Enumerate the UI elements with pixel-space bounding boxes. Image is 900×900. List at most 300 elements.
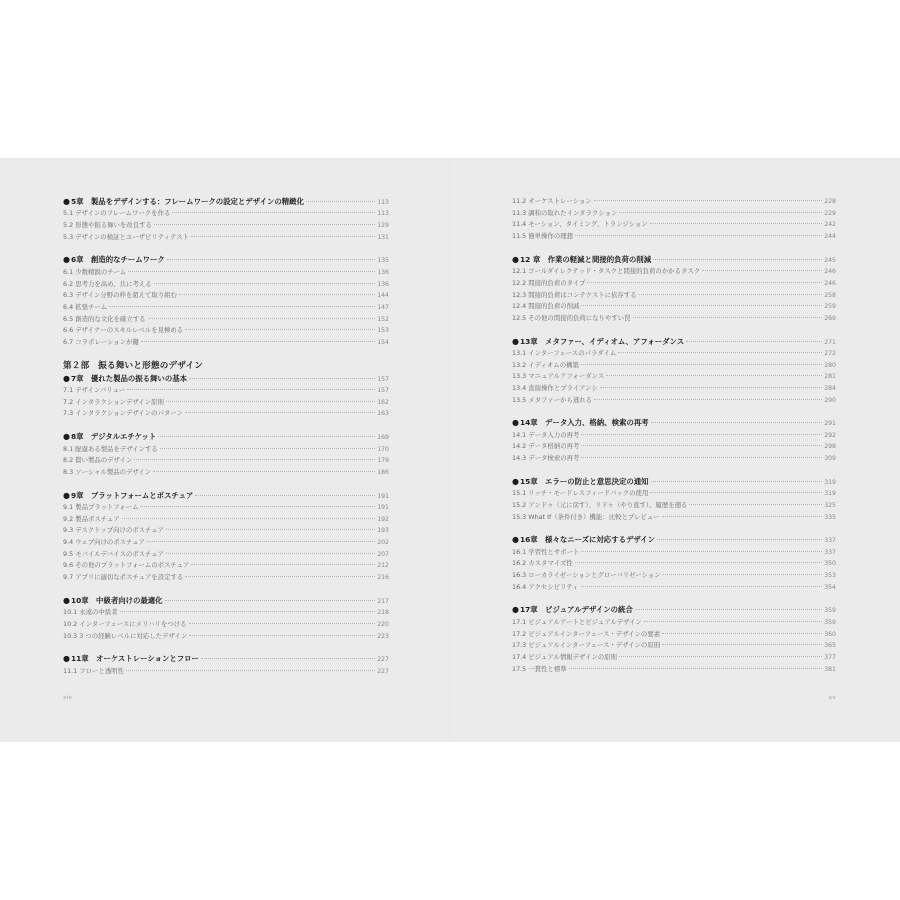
chapter-bullet-icon: ● (512, 336, 519, 346)
page-number: 152 (377, 315, 389, 323)
toc-chapter-block (512, 417, 836, 464)
toc-section-entry (512, 441, 836, 453)
dot-leader (166, 401, 375, 402)
toc-section-entry (512, 290, 836, 302)
toc-chapter-entry (63, 373, 389, 385)
chapter-title: 7章 優れた製品の振る舞いの基本 (70, 373, 187, 383)
toc-column-left (63, 196, 389, 688)
dot-leader (154, 224, 375, 225)
section-title: 7.3 インタラクションデザインのパターン (63, 409, 183, 418)
dot-leader (662, 516, 823, 517)
dot-leader (166, 529, 375, 530)
toc-section-entry (63, 267, 389, 279)
dot-leader (148, 318, 376, 319)
page-number: 202 (377, 539, 389, 547)
page-number: 259 (824, 303, 836, 311)
chapter-bullet-icon: ● (512, 418, 519, 428)
toc-section-entry (63, 302, 389, 314)
dot-leader (306, 201, 375, 202)
chapter-bullet-icon: ● (63, 373, 70, 383)
page-number: 245 (824, 256, 836, 264)
page-number: 359 (824, 607, 836, 615)
page-number: 292 (824, 431, 836, 439)
page-number: 191 (377, 503, 389, 511)
dot-leader (662, 633, 822, 634)
dot-leader (581, 457, 822, 458)
chapter-bullet-icon: ● (63, 654, 70, 664)
page-number: 271 (824, 338, 836, 346)
section-title: 7.1 デザインバリュー (63, 386, 126, 395)
section-title: 9.3 デスクトップ向けのポスチュア (63, 526, 164, 535)
toc-section-entry (63, 397, 389, 409)
chapter-bullet-icon: ● (512, 535, 519, 545)
toc-chapter-entry (512, 604, 836, 616)
dot-leader (702, 270, 822, 271)
page-number: 153 (377, 327, 389, 335)
page-number: 319 (824, 478, 836, 486)
toc-section-entry (63, 279, 389, 291)
dot-leader (651, 422, 823, 423)
toc-section-entry (63, 290, 389, 302)
toc-section-entry (512, 208, 836, 220)
toc-section-entry (63, 444, 389, 456)
toc-section-entry (512, 512, 836, 524)
page-number: 135 (377, 257, 389, 265)
dot-leader (191, 564, 375, 565)
chapter-title: 5章 製品をデザインする：フレームワークの設定とデザインの精緻化 (70, 197, 304, 206)
toc-chapter-entry (63, 196, 389, 208)
page-number: 191 (377, 492, 389, 500)
dot-leader (581, 364, 822, 365)
section-title: 16.2 カスタマイズ性 (512, 559, 573, 568)
section-title: 11.2 オーケストレーション (512, 197, 592, 205)
dot-leader (587, 282, 822, 283)
section-title: 10.1 永遠の中級者 (63, 608, 118, 617)
toc-section-entry (512, 547, 836, 559)
toc-chapter-block (512, 254, 836, 325)
dot-leader (154, 283, 376, 284)
toc-section-entry (512, 360, 836, 372)
section-title: 8.1 配慮ある製品をデザインする (63, 444, 158, 453)
toc-section-entry (512, 383, 836, 395)
page-number: 309 (824, 455, 836, 463)
page-number: 360 (824, 630, 836, 638)
toc-section-entry (512, 617, 836, 629)
toc-section-entry (512, 629, 836, 641)
dot-leader (662, 644, 822, 645)
page-number: 218 (377, 609, 389, 617)
chapter-title: 13章 メタファー、イディオム、アフォーダンス (519, 336, 685, 346)
page-number: 354 (824, 583, 836, 591)
page-number: 242 (824, 221, 836, 229)
page-number: 186 (377, 468, 389, 476)
page-number: 227 (377, 656, 389, 664)
dot-leader (686, 341, 822, 342)
toc-section-entry (63, 325, 389, 337)
section-title: 17.4 ビジュアル情報デザインの原則 (512, 652, 617, 661)
page-number: 157 (377, 387, 389, 395)
page-number: 220 (377, 620, 389, 628)
page-number: 337 (824, 537, 836, 545)
page-number: 269 (824, 314, 836, 322)
section-title: 10.3 3 つの経験レベルに対応したデザイン (63, 631, 188, 640)
page-number: 113 (377, 210, 389, 218)
page-number: 129 (377, 222, 389, 230)
dot-leader (126, 670, 375, 671)
section-title: 12.4 間接的負荷の削減 (512, 302, 580, 311)
chapter-title: 15章 エラーの防止と意思決定の通知 (519, 476, 649, 486)
toc-chapter-block (512, 336, 836, 407)
toc-section-entry (63, 631, 389, 643)
toc-section-entry (512, 313, 836, 325)
toc-section-entry (63, 314, 389, 326)
page-number: 229 (824, 209, 836, 217)
page-number: 154 (377, 338, 389, 346)
dot-leader (189, 623, 376, 624)
page-folio-left: xiv (63, 695, 73, 701)
section-title: 6.4 拡張チーム (63, 302, 108, 311)
chapter-bullet-icon: ● (512, 605, 519, 615)
chapter-title: 11章 オーケストレーションとフロー (70, 654, 199, 664)
section-title: 12.5 その他の間接的負荷になりやすい罠 (512, 313, 631, 322)
page-number: 144 (377, 292, 389, 300)
page-number: 272 (824, 349, 836, 357)
section-title: 14.2 データ格納の再考 (512, 442, 580, 451)
dot-leader (619, 656, 822, 657)
dot-leader (689, 504, 822, 505)
page-number: 353 (824, 572, 836, 580)
toc-chapter-block (63, 653, 389, 677)
section-title: 12.2 間接的負荷のタイプ (512, 278, 586, 287)
toc-section-entry (63, 232, 389, 244)
part-title: 第２部 振る舞いと形態のデザイン (63, 360, 204, 371)
toc-chapter-entry (63, 653, 389, 665)
section-title: 15.1 リッチ・モードレスフィードバックの使用 (512, 489, 649, 498)
dot-leader (618, 352, 822, 353)
page-number: 337 (824, 548, 836, 556)
dot-leader (581, 586, 823, 587)
toc-section-entry (512, 570, 836, 582)
toc-section-entry (512, 278, 836, 290)
page-number: 335 (824, 513, 836, 521)
toc-section-entry (512, 453, 836, 465)
dot-leader (120, 611, 376, 612)
dot-leader (172, 212, 375, 213)
page-number: 113 (377, 199, 389, 206)
dot-leader (127, 389, 375, 390)
toc-section-entry (63, 208, 389, 220)
page-number: 162 (377, 398, 389, 406)
page-number: 136 (377, 268, 389, 276)
toc-section-entry (512, 500, 836, 512)
dot-leader (650, 492, 822, 493)
chapter-bullet-icon: ● (63, 490, 70, 500)
dot-leader (147, 541, 375, 542)
toc-section-entry (512, 664, 836, 676)
section-title: 9.7 アプリに適切なポスチュアを設定する (63, 573, 184, 582)
toc-section-entry (63, 408, 389, 420)
page-number: 217 (377, 597, 389, 605)
toc-section-entry (63, 220, 389, 232)
page-number: 284 (824, 385, 836, 393)
toc-section-entry (63, 607, 389, 619)
page-number: 157 (377, 375, 389, 383)
toc-chapter-block (512, 476, 836, 523)
section-title: 12.1 ゴールダイレクテッド・タスクと間接的負荷のかかるタスク (512, 267, 701, 276)
section-title: 9.5 モバイルデバイスのポスチュア (63, 549, 164, 558)
dot-leader (651, 481, 823, 482)
page-number: 381 (824, 665, 836, 673)
book-gutter (449, 158, 451, 742)
section-title: 6.6 デザイナーのスキルレベルを見極める (63, 326, 184, 335)
dot-leader (189, 378, 375, 379)
chapter-bullet-icon: ● (63, 432, 70, 442)
page-number: 169 (377, 434, 389, 442)
page-number: 131 (377, 233, 389, 241)
book-spread (0, 158, 900, 742)
section-title: 7.2 インタラクションデザイン原則 (63, 397, 164, 406)
page-number: 192 (377, 515, 389, 523)
toc-column-right (512, 196, 836, 686)
section-title: 9.2 製品ポスチュア (63, 514, 120, 523)
page-number: 365 (824, 642, 836, 650)
dot-leader (569, 668, 823, 669)
section-title: 6.5 創造的な文化を確立する (63, 314, 146, 323)
dot-leader (185, 412, 375, 413)
toc-section-entry (512, 430, 836, 442)
section-title: 11.3 調和の取れたインタラクション (512, 208, 618, 217)
page-number: 359 (824, 618, 836, 626)
dot-leader (594, 399, 822, 400)
section-title: 11.5 簡単操作の理想 (512, 232, 573, 241)
page-number: 193 (377, 527, 389, 535)
toc-section-entry (512, 640, 836, 652)
dot-leader (134, 459, 375, 460)
section-title: 14.1 データ入力の再考 (512, 430, 580, 439)
section-title: 6.3 デザイン分野の枠を超えて取り組む (63, 291, 177, 300)
toc-chapter-block (512, 604, 836, 675)
toc-section-entry (63, 560, 389, 572)
toc-chapter-block (63, 254, 389, 348)
chapter-bullet-icon: ● (63, 255, 70, 265)
section-title: 9.4 ウェブ向けのポスチュア (63, 538, 145, 547)
page-number: 290 (824, 396, 836, 404)
page-number: 216 (377, 574, 389, 582)
dot-leader (160, 448, 375, 449)
page-number: 212 (377, 562, 389, 570)
toc-section-entry (512, 196, 836, 208)
chapter-bullet-icon: ● (512, 476, 519, 486)
dot-leader (109, 306, 375, 307)
toc-chapter-entry (63, 431, 389, 443)
dot-leader (653, 259, 822, 260)
toc-section-entry (63, 385, 389, 397)
dot-leader (201, 658, 375, 659)
toc-section-entry (512, 348, 836, 360)
dot-leader (185, 576, 375, 577)
dot-leader (633, 317, 823, 318)
dot-leader (600, 387, 822, 388)
toc-section-entry (63, 549, 389, 561)
toc-section-entry (63, 666, 389, 678)
toc-section-entry (512, 395, 836, 407)
dot-leader (140, 506, 375, 507)
page-number: 147 (377, 303, 389, 311)
toc-chapter-entry (512, 254, 836, 266)
toc-section-entry (63, 502, 389, 514)
toc-section-entry (63, 455, 389, 467)
toc-chapter-block (63, 595, 389, 642)
section-title: 11.4 モーション、タイミング、トランジション (512, 220, 648, 229)
dot-leader (191, 236, 375, 237)
page-number: 170 (377, 445, 389, 453)
toc-section-entry (63, 619, 389, 631)
dot-leader (581, 434, 822, 435)
toc-chapter-entry (512, 336, 836, 348)
toc-chapter-block (63, 431, 389, 478)
section-title: 6.1 少数精鋭のチーム (63, 267, 127, 276)
toc-chapter-block (63, 196, 389, 243)
chapter-title: 10章 中級者向けの最適化 (70, 595, 163, 605)
section-title: 15.3 What If（条件付き）機能：比較とプレビュー (512, 512, 660, 521)
toc-chapter-block (63, 360, 389, 420)
toc-section-entry (512, 652, 836, 664)
toc-chapter-entry (512, 417, 836, 429)
section-title: 17.5 一貫性と標準 (512, 664, 567, 673)
chapter-title: 16章 様々なニーズに対応するデザイン (519, 535, 656, 545)
page-number: 179 (377, 457, 389, 465)
dot-leader (179, 294, 375, 295)
toc-section-entry (512, 301, 836, 313)
section-title: 14.3 データ検索の再考 (512, 454, 580, 463)
dot-leader (575, 562, 822, 563)
dot-leader (619, 212, 822, 213)
dot-leader (644, 621, 822, 622)
toc-section-entry (512, 488, 836, 500)
section-title: 17.1 ビジュアルアートとビジュアルデザイン (512, 617, 642, 626)
page-number: 319 (824, 490, 836, 498)
page-number: 136 (377, 280, 389, 288)
page-number: 258 (824, 291, 836, 299)
page-number: 223 (377, 632, 389, 640)
toc-chapter-block (512, 534, 836, 593)
section-title: 15.2 アンドゥ（元に戻す）、リドゥ（やり直す）、履歴を遡る (512, 500, 688, 509)
section-title: 17.2 ビジュアルインターフェース・デザインの要素 (512, 629, 661, 638)
section-title: 13.3 マニュアルアフォーダンス (512, 372, 605, 381)
toc-chapter-entry (63, 490, 389, 502)
section-title: 5.1 デザインのフレームワークを作る (63, 209, 171, 218)
dot-leader (195, 495, 375, 496)
dot-leader (167, 259, 375, 260)
section-title: 13.1 インターフェースのパラダイム (512, 348, 617, 357)
dot-leader (581, 445, 822, 446)
dot-leader (189, 635, 375, 636)
chapter-bullet-icon: ● (63, 595, 70, 605)
chapter-title: 12 章 作業の軽減と間接的負荷の削減 (519, 254, 652, 264)
chapter-title: 9章 プラットフォームとポスチュア (70, 490, 194, 500)
dot-leader (657, 539, 822, 540)
section-title: 9.6 その他のプラットフォームのポスチュア (63, 561, 190, 570)
dot-leader (639, 294, 823, 295)
toc-chapter-block (512, 196, 836, 243)
page-number: 227 (377, 667, 389, 675)
chapter-title: 17章 ビジュアルデザインの統合 (519, 605, 633, 615)
toc-chapter-entry (512, 476, 836, 488)
dot-leader (185, 329, 375, 330)
toc-section-entry (63, 572, 389, 584)
page-number: 244 (824, 233, 836, 241)
page-number: 298 (824, 443, 836, 451)
toc-section-entry (63, 467, 389, 479)
dot-leader (128, 271, 375, 272)
dot-leader (158, 436, 375, 437)
page-number: 325 (824, 501, 836, 509)
section-title: 13.5 メタファーから逃れる (512, 395, 593, 404)
section-title: 9.1 製品プラットフォーム (63, 502, 139, 511)
chapter-bullet-icon: ● (512, 254, 519, 264)
chapter-title: 8章 デジタルエチケット (70, 432, 157, 442)
page-number: 280 (824, 361, 836, 369)
page-number: 377 (824, 653, 836, 661)
toc-section-entry (512, 558, 836, 570)
page-number: 163 (377, 410, 389, 418)
toc-section-entry (512, 582, 836, 594)
chapter-title: 6章 創造的なチームワーク (70, 255, 165, 265)
section-title: 10.2 インターフェースにメリハリをつける (63, 619, 187, 628)
toc-chapter-entry (63, 595, 389, 607)
dot-leader (166, 553, 375, 554)
toc-section-entry (512, 266, 836, 278)
section-title: 6.2 思考力を高め、共に考える (63, 279, 152, 288)
section-title: 5.2 形態や振る舞いを改良する (63, 221, 152, 230)
section-title: 13.2 イディオムの構築 (512, 360, 579, 369)
toc-section-entry (63, 537, 389, 549)
section-title: 17.3 ビジュアルインターフェース・デザインの原則 (512, 641, 661, 650)
section-title: 5.3 デザインの検証とユーザビリティテスト (63, 232, 189, 241)
dot-leader (663, 574, 823, 575)
page-number: 207 (377, 550, 389, 558)
toc-section-entry (63, 337, 389, 349)
dot-leader (122, 518, 376, 519)
page-number: 246 (824, 279, 836, 287)
section-title: 8.2 賢い製品のデザイン (63, 456, 133, 465)
toc-section-entry (512, 219, 836, 231)
dot-leader (581, 551, 822, 552)
section-title: 12.3 間接的負荷はコンテクストに依存する (512, 290, 637, 299)
section-title: 6.7 コラボレーションが鍵 (63, 337, 139, 346)
page-folio-right: xv (828, 695, 836, 701)
dot-leader (141, 341, 375, 342)
dot-leader (581, 305, 822, 306)
page-number: 228 (824, 198, 836, 205)
toc-section-entry (512, 371, 836, 383)
toc-section-entry (512, 231, 836, 243)
chapter-title: 14章 データ入力、格納、検索の再考 (519, 418, 649, 428)
section-title: 13.4 直接操作とプライアンシ (512, 384, 598, 393)
toc-chapter-block (63, 490, 389, 584)
dot-leader (575, 235, 822, 236)
section-title: 11.1 フローと透明性 (63, 666, 124, 675)
page-number: 350 (824, 560, 836, 568)
dot-leader (594, 200, 823, 201)
dot-leader (165, 600, 376, 601)
dot-leader (650, 223, 822, 224)
dot-leader (153, 471, 375, 472)
dot-leader (606, 375, 822, 376)
chapter-bullet-icon: ● (63, 197, 70, 206)
toc-chapter-entry (512, 534, 836, 546)
page-number: 246 (824, 268, 836, 276)
